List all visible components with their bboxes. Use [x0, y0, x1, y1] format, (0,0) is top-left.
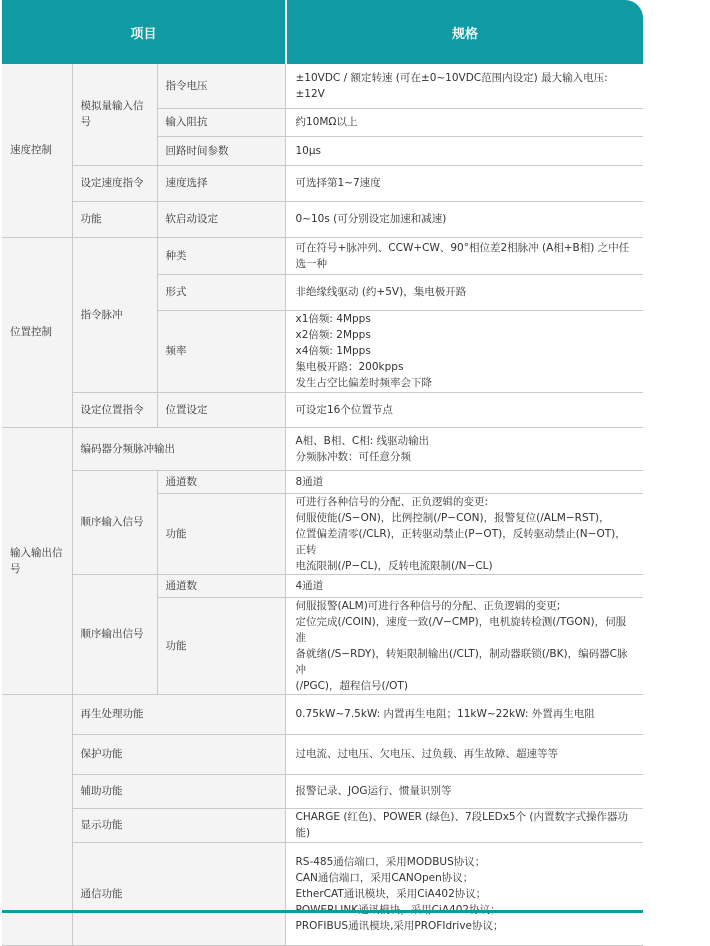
freq-line: 发生占空比偏差时频率会下降 [295, 377, 432, 389]
seq-in-func-value [285, 493, 643, 574]
header-item: 项目 [130, 26, 157, 42]
table-row [2, 392, 643, 427]
protect-value: 过电流、过电压、欠电压、过负载、再生故障、超速等等 [285, 734, 643, 774]
seq-in-line: 伺服使能(/S−ON)，比例控制(/P−CON)，报警复位(/ALM−RST)， [295, 511, 610, 524]
cmd-voltage-label: 指令电压 [157, 64, 285, 108]
speed-select-value: 可选择第1~7速度 [285, 165, 643, 201]
seq-out-channels-label: 通道数 [157, 574, 285, 597]
form-label: 形式 [157, 274, 285, 310]
regen-label: 再生处理功能 [72, 694, 285, 734]
soft-start-value: 0~10s (可分别设定加速和减速) [285, 201, 643, 237]
freq-line: x4倍频: 1Mpps [295, 345, 371, 357]
cmd-voltage-value: ±10VDC / 额定转速 (可在±0~10VDC范围内设定) 最大输入电压: ±12V [285, 64, 643, 108]
display-value: CHARGE (红色)、POWER (绿色)、7段LEDx5个 (内置数字式操作器功能) [285, 808, 643, 842]
seq-out-line: 伺服报警(ALM)可进行各种信号的分配、正负逻辑的变更; [295, 599, 561, 612]
seq-in-line: 可进行各种信号的分配、正负逻辑的变更: [295, 495, 489, 508]
table-row [2, 427, 643, 470]
table-row [2, 165, 643, 201]
display-label: 显示功能 [72, 808, 285, 842]
input-impedance-value: 约10MΩ以上 [285, 108, 643, 136]
spec-sheet [2, 0, 643, 946]
group-speed: 速度控制 [2, 64, 72, 237]
regen-value: 0.75kW~7.5kW: 内置再生电阻；11kW~22kW: 外置再生电阻 [285, 694, 643, 734]
table-row [2, 237, 643, 274]
seq-out-func-label: 功能 [157, 597, 285, 694]
seq-in-line: 位置偏差清零(/CLR)，正转驱动禁止(P−OT)，反转驱动禁止(N−OT)，正转 [295, 527, 626, 556]
table-row [2, 574, 643, 597]
comm-value [285, 842, 643, 945]
protect-label: 保护功能 [72, 734, 285, 774]
comm-label: 通信功能 [72, 842, 285, 945]
seq-in-channels-label: 通道数 [157, 470, 285, 493]
table-row [2, 808, 643, 842]
comm-line: RS-485通信端口，采用MODBUS协议； [295, 855, 486, 868]
freq-value [285, 310, 643, 392]
speed-select-label: 速度选择 [157, 165, 285, 201]
freq-line: x2倍频: 2Mpps [295, 329, 371, 341]
seq-in-line: 电流限制(/P−CL)，反转电流限制(/N−CL) [295, 559, 493, 572]
comm-line: EtherCAT通讯模块，采用CiA402协议； [295, 887, 487, 900]
group-io: 输入输出信号 [2, 427, 72, 694]
kind-label: 种类 [157, 237, 285, 274]
comm-line: PROFIBUS通讯模块,采用PROFIdrive协议； [295, 919, 504, 932]
kind-value: 可在符号+脉冲列、CCW+CW、90°相位差2相脉冲 (A相+B相) 之中任选一种 [285, 237, 643, 274]
freq-line: 集电极开路：200kpps [295, 361, 404, 373]
table-header [2, 0, 643, 64]
seq-out-line: 备就绪(/S−RDY)，转矩限制输出(/CLT)，制动器联锁(/BK)，编码器C脉冲 [295, 647, 628, 676]
table-row [2, 694, 643, 734]
spec-table [2, 64, 643, 946]
seq-in-func-label: 功能 [157, 493, 285, 574]
pos-setting-value: 可设定16个位置节点 [285, 392, 643, 427]
set-speed-cmd-label: 设定速度指令 [72, 165, 157, 201]
table-row [2, 201, 643, 237]
group-position: 位置控制 [2, 237, 72, 427]
seq-out-channels-value: 4通道 [285, 574, 643, 597]
analog-input-label: 模拟量输入信号 [72, 64, 157, 165]
seq-out-line: (/PGC)，超程信号(/OT) [295, 679, 408, 692]
cmd-pulse-label: 指令脉冲 [72, 237, 157, 392]
seq-out-func-value [285, 597, 643, 694]
freq-label: 频率 [157, 310, 285, 392]
input-impedance-label: 输入阻抗 [157, 108, 285, 136]
seq-in-channels-value: 8通道 [285, 470, 643, 493]
table-row [2, 734, 643, 774]
group-misc [2, 694, 72, 945]
table-row [2, 774, 643, 808]
seq-out-label: 顺序输出信号 [72, 574, 157, 694]
soft-start-label: 软启动设定 [157, 201, 285, 237]
seq-out-line: 定位完成(/COIN)，速度一致(/V−CMP)，电机旋转检测(/TGON)，伺服准 [295, 615, 627, 644]
loop-time-label: 回路时间参数 [157, 136, 285, 165]
set-pos-cmd-label: 设定位置指令 [72, 392, 157, 427]
table-row [2, 842, 643, 945]
pos-setting-label: 位置设定 [157, 392, 285, 427]
table-row [2, 470, 643, 493]
encoder-label: 编码器分频脉冲输出 [72, 427, 285, 470]
table-row [2, 64, 643, 108]
speed-function-label: 功能 [72, 201, 157, 237]
aux-label: 辅助功能 [72, 774, 285, 808]
encoder-line: 分频脉冲数：可任意分频 [295, 450, 411, 463]
bottom-rule [2, 910, 643, 913]
form-value: 非绝缘线驱动 (约+5V)，集电极开路 [285, 274, 643, 310]
comm-line: CAN通信端口，采用CANOpen协议； [295, 871, 474, 884]
seq-in-label: 顺序输入信号 [72, 470, 157, 574]
header-spec: 规格 [451, 26, 478, 42]
encoder-value [285, 427, 643, 470]
encoder-line: A相、B相、C相: 线驱动输出 [295, 434, 430, 447]
aux-value: 报警记录、JOG运行、惯量识别等 [285, 774, 643, 808]
loop-time-value: 10μs [285, 136, 643, 165]
freq-line: x1倍频: 4Mpps [295, 313, 371, 325]
